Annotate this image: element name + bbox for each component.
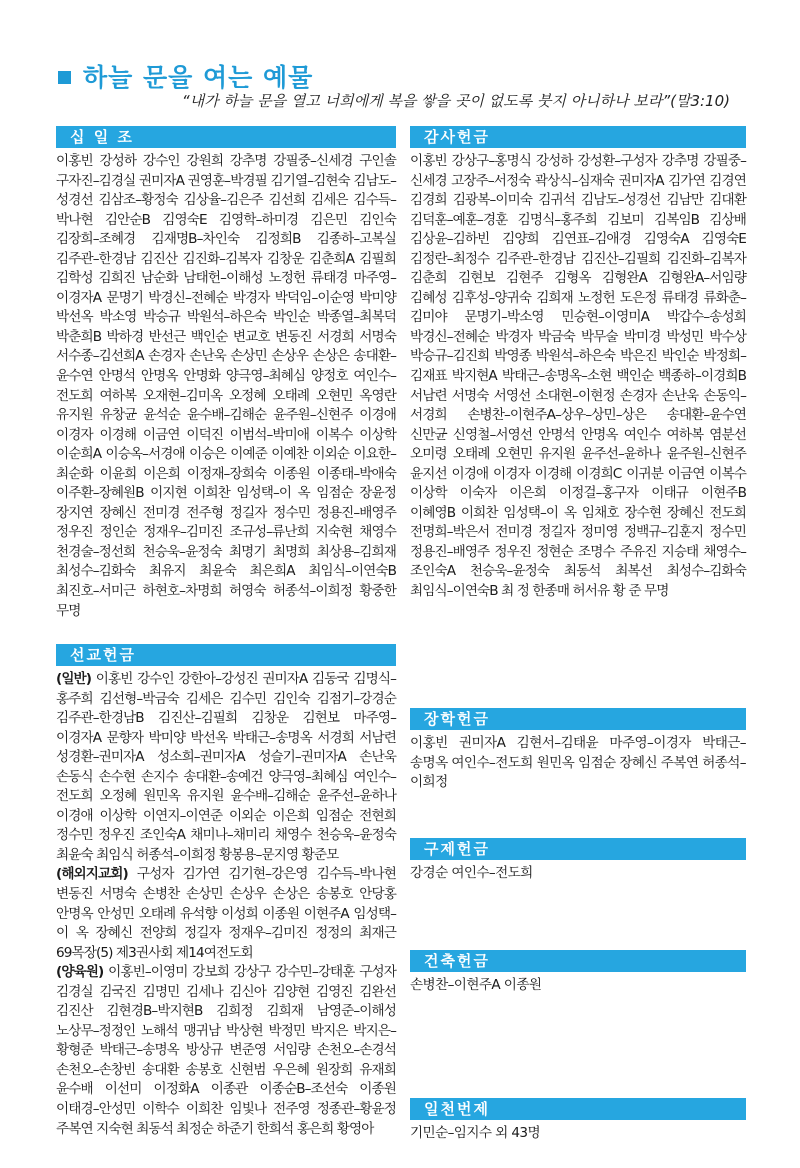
mission-group-text: 이홍빈 강수인 강한아–강성진 권미자A 김동국 김명식–홍주희 김선형–박금숙 김세은 김수민 김인숙 김점기–강경순 김주관–한경남B 김진산–김필희 김창운 김현보 마주영–이경자A 문향자 박미양 박선옥 박태근–송명옥 서경희 서남련 성경환–권미자A 성소희–권미자A 성슬기–권미자A 손난욱 손동식 손수현 손지수 송대환–송예건 양극영–최혜심 여인수–전도희 오정혜 원민옥 유지원 윤수배–김해순 윤주선–윤하나 이경애 이상학 이연지–이연준 이외순 이은희 임점순 전현희 정수민 정우진 조인숙A 채미나–채미리 채영수 천승욱–윤정숙 최윤숙 최임식 허종석–이희정 황봉용–문지영 황준모 — [56, 671, 396, 863]
section-mission — [56, 644, 396, 1139]
section-title-scholarship: 장학헌금 — [410, 708, 746, 730]
mission-group-general — [56, 670, 396, 865]
section-body-ilcheon: 기민순–임지수 외 43명 — [410, 1125, 540, 1141]
page-title: 하늘 문을 여는 예물 — [83, 63, 314, 92]
section-body-tithe: 이홍빈 강성하 강수인 강원희 강추명 강필중–신세경 구인솔 구자진–김경실 권미자A 권영훈–박경필 김기열–김현숙 김남도–성경선 김삼조–황정숙 김상율–김은주 김선희 김세은 김수득–박나현 김안순B 김영숙E 김영학–하미경 김은민 김인숙 김장희–조혜경 김재명B–차인숙 김정희B 김종하–고복실 김주관–한경남 김진산 김진화–김복자 김창운 김춘희A 김필희 김학성 김희진 남순화 남태헌–이해성 노정헌 류태경 마주영–이경자A 문명기 박경신–전혜순 박경자 박덕임–이순영 박미양 박선옥 박소영 박승규 박원석–하은숙 박인순 박종열–최복덕 박춘희B 박하경 반선근 백인순 변교호 변동진 서경희 서명숙 서수종–김선희A 손경자 손난욱 손상민 손상우 손상은 송대환–윤수연 안명석 안명옥 안명화 양극영–최혜심 양정호 여인수–전도희 여하복 오재현–김미옥 오정혜 오태례 오현민 옥영란 유지원 유창균 윤석순 윤수배–김해순 윤주원–신현주 이경애 이경자 이경해 이금연 이덕진 이범석–박미애 이복수 이상학 이순희A 이승옥–서경애 이승은 이예준 이예찬 이외순 이요한–최순화 이윤희 이은희 이정재–장희숙 이종원 이종태–박애숙 이주환–장혜원B 이지현 이희찬 임성택–이 옥 임점순 장윤정 장지연 장혜신 전미경 전주형 정길자 정수민 정용진–배영주 정우진 정인순 정재우–김미진 조규성–류난희 지숙현 채영수 천경술–정선희 천승욱–윤정숙 최명기 최명희 최상용–김희재 최성수–김화숙 최유지 최윤숙 최은희A 최임식–이연숙B 최진호–서미근 하현호–차명희 허영숙 허종석–이희정 황중한 무명 — [56, 153, 396, 619]
section-ilcheon — [410, 1098, 746, 1144]
section-body-mission — [56, 670, 396, 1139]
section-title-ilcheon: 일천번제 — [410, 1098, 746, 1120]
section-building — [410, 950, 746, 996]
title-row — [58, 58, 758, 94]
page-subtitle-verse: “내가 하늘 문을 열고 너희에게 복을 쌓을 곳이 없도록 붓지 아니하나 보라”(말3:10) — [181, 92, 730, 110]
section-title-thanks: 감사헌금 — [410, 126, 746, 148]
section-thanks — [410, 126, 746, 602]
page-header — [58, 58, 758, 94]
section-title-mission: 선교헌금 — [56, 644, 396, 666]
title-square-icon — [58, 71, 71, 84]
mission-group-orphanage — [56, 963, 396, 1139]
section-relief — [410, 838, 746, 884]
section-body-building: 손병찬–이현주A 이종원 — [410, 977, 542, 993]
section-body-scholarship: 이홍빈 권미자A 김현서–김태윤 마주영–이경자 박태근–송명옥 여인수–전도희 원민옥 임점순 장혜신 주복연 허종석–이희정 — [410, 735, 746, 791]
section-body-relief: 강경순 여인수–전도희 — [410, 865, 533, 881]
section-title-building: 건축헌금 — [410, 950, 746, 972]
section-body-thanks: 이홍빈 강상구–홍명식 강성하 강성환–구성자 강추명 강필중–신세경 고장주–서정숙 곽상식–심재숙 권미자A 김가연 김경연 김경희 김광복–이미숙 김귀석 김남도–성경선 김남만 김대환 김덕훈–예훈–경훈 김명식–홍주희 김보미 김복임B 김상배 김상윤–김하빈 김양희 김연표–김애경 김영숙A 김영숙E 김정란–최정수 김주관–한경남 김진산–김필희 김진화–김복자 김춘희 김현보 김현주 김형옥 김형완A 김형완A–서임량 김혜성 김후성–양귀숙 김희재 노정헌 도은정 류태경 류화춘–김미야 문명기–박소영 민승현–이영미A 박갑수–송성희 박경신–전혜순 박경자 박금숙 박무술 박미경 박성민 박수상 박승규–김진희 박영종 박원석–하은숙 박은진 박인순 박정희–김재표 박지현A 박태근–송명옥–소현 백인순 백종하–이경희B 서남련 서명숙 서영선 소대현–이현정 손경자 손난욱 손동익–서경희 손병찬–이현주A–상우–상민–상은 송대환–윤수연 신만균 신영철–서영선 안명석 안명옥 여인수 여하복 염분선 오미령 오태례 오현민 유지원 윤주선–윤하나 윤주원–신현주 윤지선 이경애 이경자 이경해 이경희C 이귀분 이금연 이복수 이상학 이숙자 이은희 이정걸–홍구자 이태규 이현주B 이혜영B 이희찬 임성택–이 옥 임채호 장수현 장혜신 전도희 전명희–박은서 전미경 정길자 정미영 정백규–김훈지 정수민 정용진–배영주 정우진 정현순 조명수 주유진 지승태 채영수–조인숙A 천승욱–윤정숙 최동석 최복선 최성수–김화숙 최임식–이연숙B 최 정 한종매 허서유 황 준 무명 — [410, 153, 746, 600]
mission-group-text: 구성자 김가연 김기현–강은영 김수득–박나현 변동진 서명숙 손병찬 손상민 손상우 손상은 송봉호 안당홍 안명옥 안성민 오태례 유석향 이성희 이종원 이현주A 임성택–이 옥 장혜신 전양희 정길자 정재우–김미진 정정의 최재근 69목장(5) 제3권사회 제14여전도회 — [56, 866, 396, 961]
section-title-tithe: 십 일 조 — [56, 126, 396, 148]
mission-group-label: (해외지교회) — [56, 866, 128, 883]
section-tithe — [56, 126, 396, 621]
section-scholarship — [410, 708, 746, 793]
mission-group-label: (일반) — [56, 671, 92, 687]
mission-group-label: (양육원) — [56, 964, 104, 981]
mission-group-overseas — [56, 865, 396, 963]
mission-group-text: 이홍빈–이영미 강보희 강상구 강수민–강태훈 구성자 김경실 김국진 김명민 김세나 김신아 김양현 김영진 김완선 김진산 김현경B–박지현B 김희정 김희재 남영준–이해성 노상무–정정인 노해석 맹귀남 박상현 박정민 박지은 박지은–황형준 박태근–송명옥 방상규 변준영 서임량 손천오–손경석 손천오–손창빈 송대환 송봉호 신현범 우은혜 원장희 유재희 윤수배 이선미 이정화A 이종관 이종순B–조선숙 이종원 이태경–안성민 이학수 이희찬 임빛나 전주영 정종관–황윤정 주복연 지숙현 최동석 최정순 하준기 한희석 홍은희 황영아 — [56, 964, 397, 1137]
section-title-relief: 구제헌금 — [410, 838, 746, 860]
